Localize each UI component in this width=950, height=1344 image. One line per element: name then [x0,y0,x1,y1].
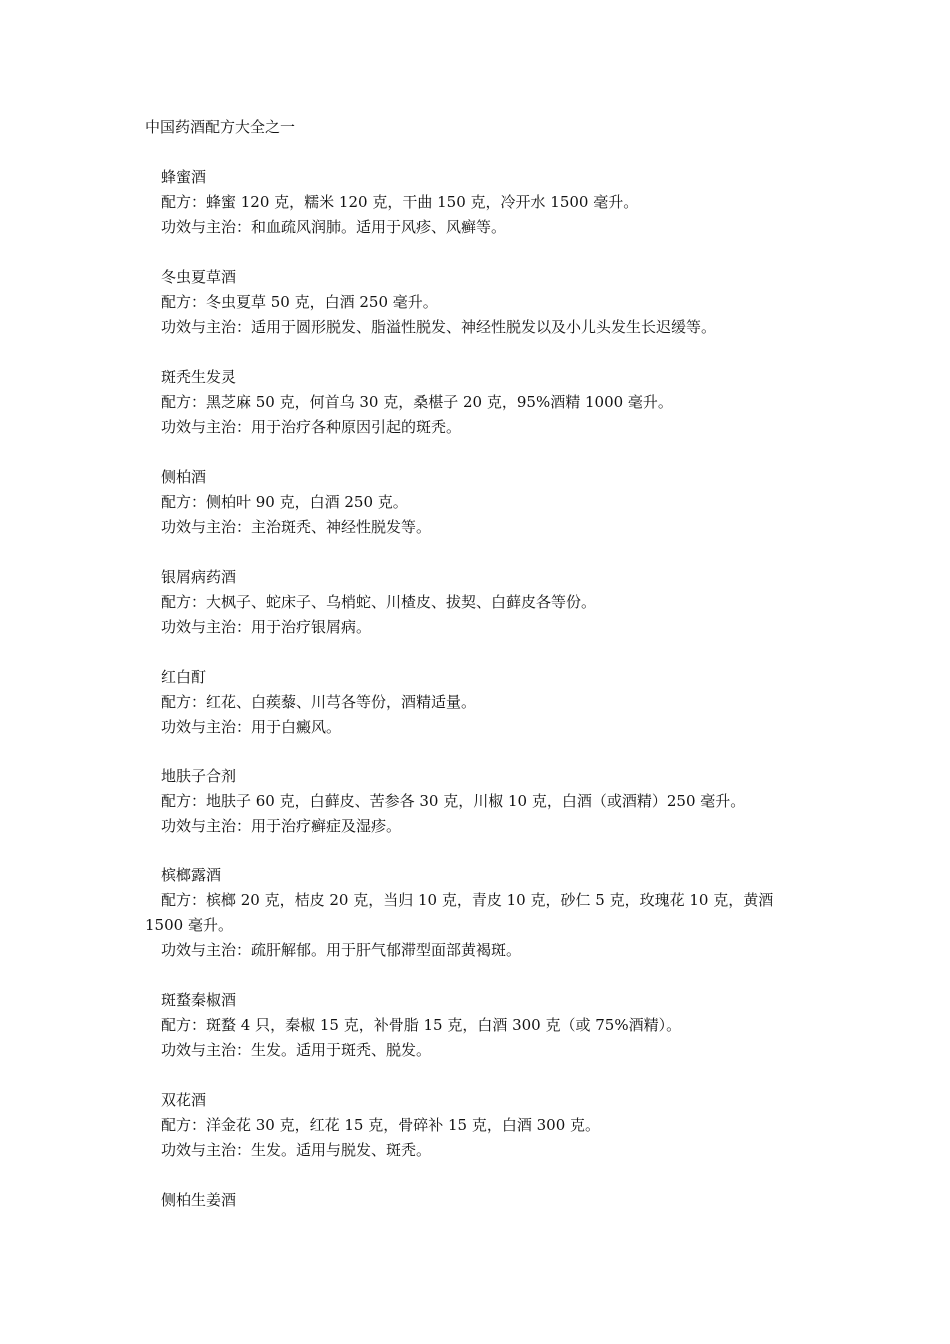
recipe-name: 槟榔露酒 [161,866,222,884]
recipe-block [145,1188,815,1213]
recipe-effect: 功效与主治：疏肝解郁。用于肝气郁滞型面部黄褐斑。 [161,941,522,959]
recipe-effect: 功效与主治：用于白癜风。 [161,718,342,736]
recipe-effect: 功效与主治：适用于圆形脱发、脂溢性脱发、神经性脱发以及小儿头发生长迟缓等。 [161,318,717,336]
recipe-formula: 配方：蜂蜜 120 克，糯米 120 克，干曲 150 克，冷开水 1500 毫升。 [161,193,639,211]
recipe-effect: 功效与主治：主治斑秃、神经性脱发等。 [161,518,432,536]
recipe-effect: 功效与主治：生发。适用于斑秃、脱发。 [161,1041,432,1059]
recipe-block [145,165,815,240]
recipe-formula: 配方：大枫子、蛇床子、乌梢蛇、川楂皮、拔契、白藓皮各等份。 [161,593,597,611]
recipe-name: 银屑病药酒 [161,568,237,586]
document-title: 中国药酒配方大全之一 [145,118,296,136]
recipe-name: 红白酊 [161,668,207,686]
recipe-block [145,365,815,440]
recipe-formula: 配方：红花、白蒺藜、川芎各等份，酒精适量。 [161,693,477,711]
recipe-effect: 功效与主治：用于治疗各种原因引起的斑秃。 [161,418,462,436]
recipe-formula: 配方：斑蝥 4 只，秦椒 15 克，补骨脂 15 克，白酒 300 克（或 75%酒精）。 [161,1016,682,1034]
recipe-name: 蜂蜜酒 [161,168,207,186]
recipe-effect: 功效与主治：生发。适用与脱发、斑秃。 [161,1141,432,1159]
recipe-effect: 功效与主治：用于治疗银屑病。 [161,618,372,636]
recipe-name: 冬虫夏草酒 [161,268,237,286]
recipe-formula: 配方：侧柏叶 90 克，白酒 250 克。 [161,493,408,511]
recipe-block [145,988,815,1063]
recipe-block [145,863,815,963]
recipe-name: 双花酒 [161,1091,207,1109]
recipe-formula: 配方：地肤子 60 克，白藓皮、苦参各 30 克，川椒 10 克，白酒（或酒精）250 毫升。 [161,792,746,810]
recipe-block [145,1088,815,1163]
recipe-name: 侧柏生姜酒 [161,1191,237,1209]
recipe-formula: 配方：槟榔 20 克，桔皮 20 克，当归 10 克，青皮 10 克，砂仁 5 克，玫瑰花 10 克，黄酒 1500 毫升。 [145,891,774,934]
recipe-formula: 配方：洋金花 30 克，红花 15 克，骨碎补 15 克，白酒 300 克。 [161,1116,601,1134]
recipe-block [145,665,815,740]
recipe-formula: 配方：冬虫夏草 50 克，白酒 250 毫升。 [161,293,438,311]
recipe-effect: 功效与主治：和血疏风润肺。适用于风疹、风癣等。 [161,218,507,236]
recipe-name: 斑蝥秦椒酒 [161,991,237,1009]
recipe-block [145,265,815,340]
recipe-formula: 配方：黑芝麻 50 克，何首乌 30 克，桑椹子 20 克，95%酒精 1000 毫升。 [161,393,673,411]
recipe-name: 地肤子合剂 [161,767,237,785]
recipe-name: 斑秃生发灵 [161,368,237,386]
recipe-block [145,764,815,839]
recipe-effect: 功效与主治：用于治疗癣症及湿疹。 [161,817,402,835]
recipe-block [145,465,815,540]
recipe-block [145,565,815,640]
recipe-name: 侧柏酒 [161,468,207,486]
